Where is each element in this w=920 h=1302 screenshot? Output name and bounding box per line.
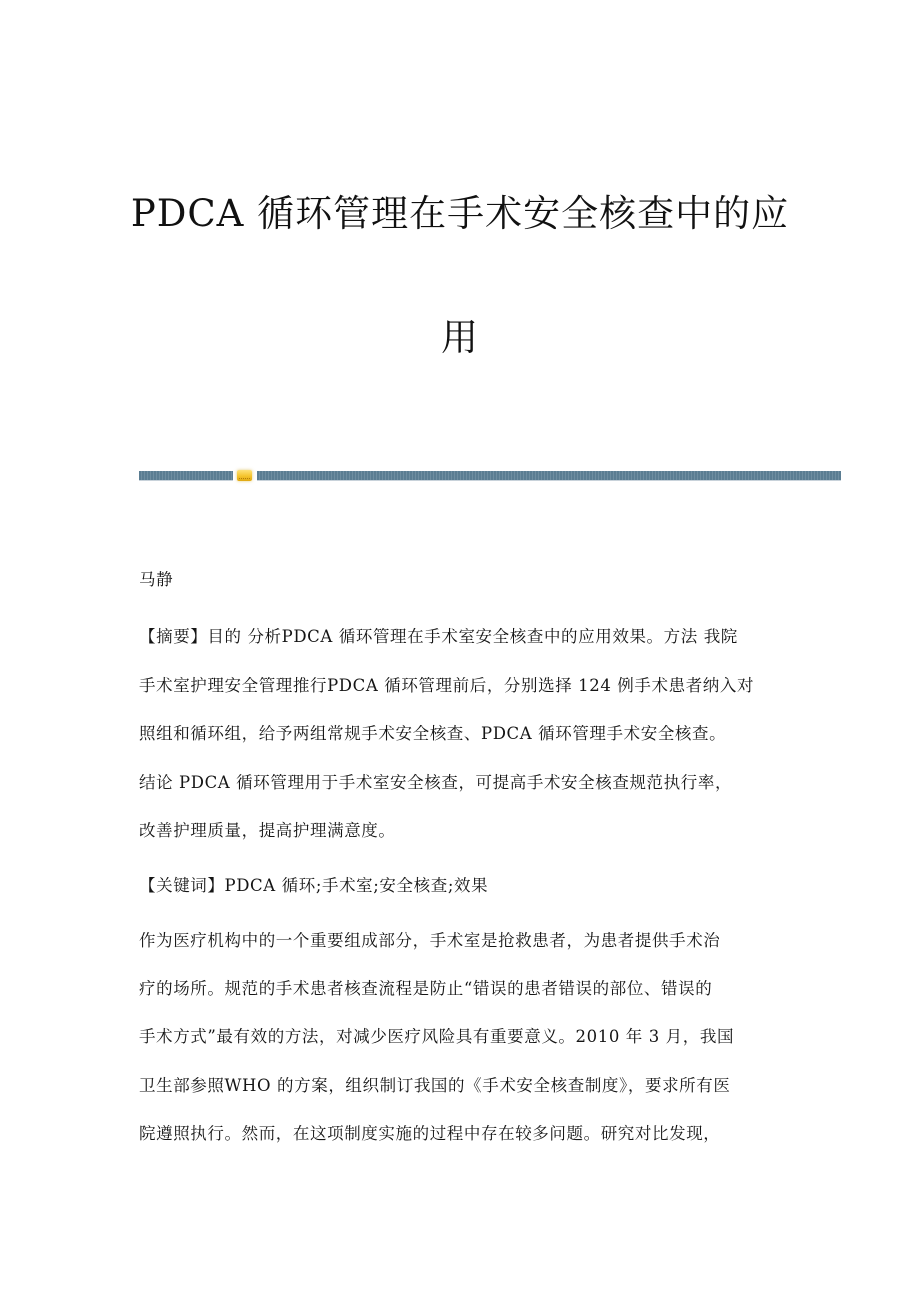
body-line-4: 卫生部参照WHO 的方案，组织制订我国的《手术安全核查制度》，要求所有医 <box>139 1076 731 1095</box>
body-line-2: 疗的场所。规范的手术患者核查流程是防止“错误的患者错误的部位、错误的 <box>139 979 713 998</box>
divider-ornament-icon <box>237 470 252 481</box>
abstract-line-4: 结论 PDCA 循环管理用于手术室安全核查，可提高手术安全核查规范执行率， <box>139 773 733 792</box>
author-name: 马静 <box>139 570 174 589</box>
title-divider <box>139 470 841 480</box>
divider-bar-right <box>257 471 841 480</box>
document-title-line-1: PDCA 循环管理在手术安全核查中的应 <box>130 192 790 235</box>
document-title-line-2: 用 <box>441 316 479 359</box>
abstract-line-1: 【摘要】目的 分析PDCA 循环管理在手术室安全核查中的应用效果。方法 我院 <box>139 627 738 646</box>
body-line-1: 作为医疗机构中的一个重要组成部分，手术室是抢救患者，为患者提供手术治 <box>139 931 721 950</box>
abstract-line-3: 照组和循环组，给予两组常规手术安全核查、PDCA 循环管理手术安全核查。 <box>139 724 727 743</box>
divider-bar-left <box>139 471 233 480</box>
keywords-line: 【关键词】PDCA 循环;手术室;安全核查;效果 <box>139 876 489 895</box>
body-line-5: 院遵照执行。然而，在这项制度实施的过程中存在较多问题。研究对比发现， <box>139 1124 721 1143</box>
abstract-line-2: 手术室护理安全管理推行PDCA 循环管理前后，分别选择 124 例手术患者纳入对 <box>139 676 755 695</box>
body-line-3: 手术方式”最有效的方法，对减少医疗风险具有重要意义。2010 年 3 月，我国 <box>139 1027 735 1046</box>
abstract-line-5: 改善护理质量，提高护理满意度。 <box>139 821 396 840</box>
